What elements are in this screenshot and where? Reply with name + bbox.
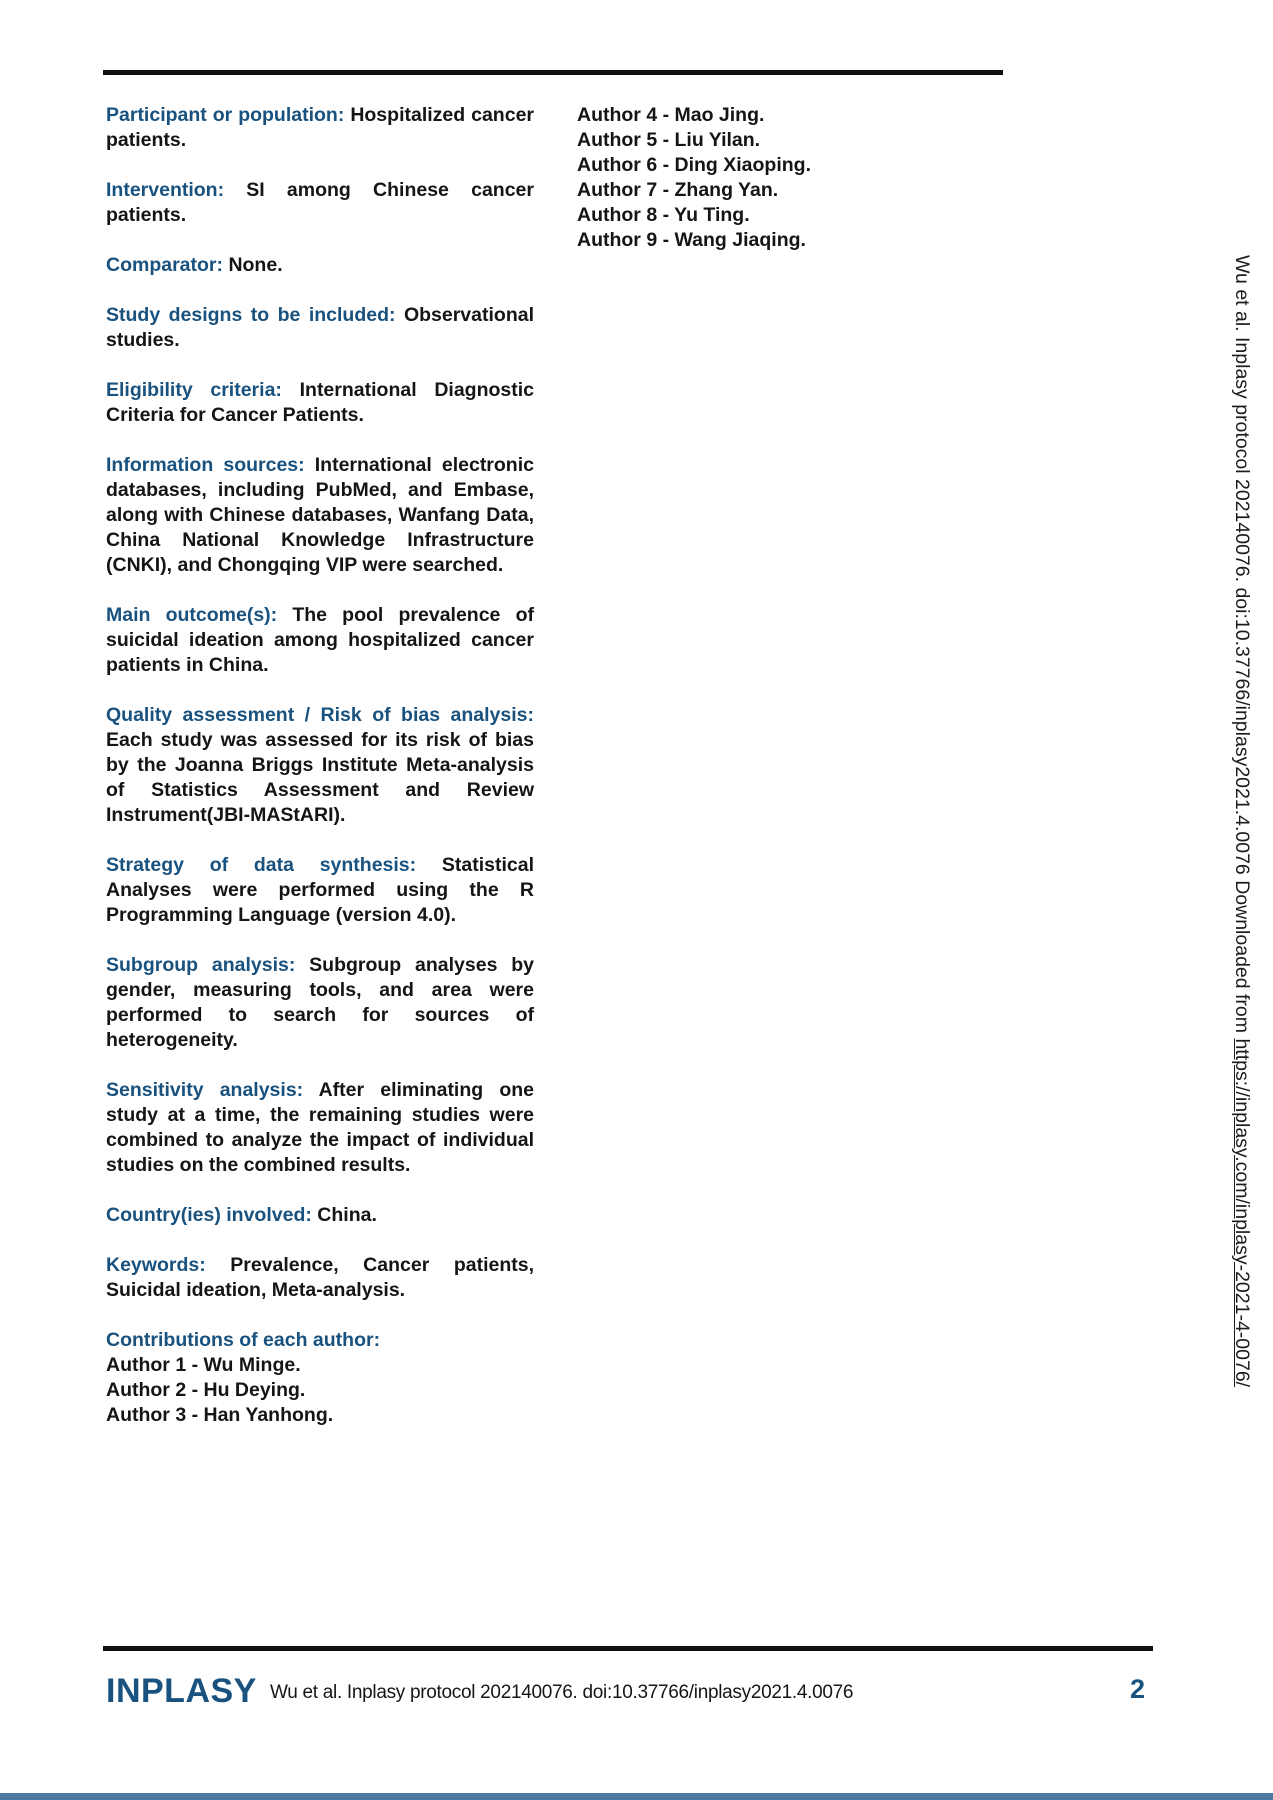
section-text: China. <box>317 1204 377 1226</box>
section-text: After eliminating one study at a time, the remaining studies were combined to analyze the impact of individual studies on the combined results. <box>106 1079 534 1176</box>
author-contribution-line: Author 2 - Hu Deying. <box>106 1379 306 1401</box>
footer-divider-rule <box>103 1646 1153 1651</box>
section-strategy-of-data-synthesis <box>106 853 534 928</box>
section-comparator <box>106 253 534 278</box>
section-study-designs <box>106 303 534 353</box>
vertical-citation-text <box>1231 255 1253 1387</box>
author-contribution-line: Author 4 - Mao Jing. <box>577 104 765 126</box>
section-label: Subgroup analysis: <box>106 954 296 976</box>
section-subgroup-analysis <box>106 953 534 1053</box>
section-quality-assessment <box>106 703 534 828</box>
citation-prefix: Wu et al. Inplasy protocol 202140076. doi:10.37766/inplasy2021.4.0076 Downloaded from <box>1231 255 1253 1039</box>
section-text: Hospitalized cancer patients. <box>106 104 535 151</box>
section-label: Contributions of each author: <box>106 1329 381 1351</box>
section-text: SI among Chinese cancer patients. <box>106 179 534 226</box>
citation-url-link[interactable]: https://inplasy.com/inplasy-2021-4-0076/ <box>1231 1038 1253 1388</box>
author-contribution-line: Author 5 - Liu Yilan. <box>577 129 761 151</box>
section-label: Keywords: <box>106 1254 206 1276</box>
section-label: Sensitivity analysis: <box>106 1079 304 1101</box>
section-text: The pool prevalence of suicidal ideation among hospitalized cancer patients in China. <box>106 604 534 676</box>
author-contribution-line: Author 8 - Yu Ting. <box>577 204 750 226</box>
section-contributions <box>106 1328 534 1428</box>
page-number: 2 <box>1130 1674 1146 1704</box>
top-divider-rule <box>103 70 1003 75</box>
left-column <box>106 103 534 1453</box>
author-contribution-line: Author 9 - Wang Jiaqing. <box>577 229 806 251</box>
section-label: Country(ies) involved: <box>106 1204 312 1226</box>
section-sensitivity-analysis <box>106 1078 534 1178</box>
section-eligibility-criteria <box>106 378 534 428</box>
section-countries-involved <box>106 1203 534 1228</box>
section-text: Observational studies. <box>106 304 534 351</box>
section-intervention <box>106 178 534 228</box>
section-text: Each study was assessed for its risk of bias by the Joanna Briggs Institute Meta-analysis of Statistics Assessment and Review Instrument(JBI-MAStARI). <box>106 729 534 826</box>
section-label: Comparator: <box>106 254 224 276</box>
right-column <box>577 103 1033 253</box>
section-label: Participant or population: <box>106 104 345 126</box>
section-label-line <box>106 1328 534 1353</box>
section-text: International electronic databases, including PubMed, and Embase, along with Chinese databases, Wanfang Data, China National Knowledge Infrastructure (CNKI), and Chongqing VIP were searched. <box>106 454 534 576</box>
section-main-outcomes <box>106 603 534 678</box>
bottom-accent-bar <box>0 1793 1273 1800</box>
inplasy-logo: INPLASY <box>106 1672 257 1710</box>
section-label: Intervention: <box>106 179 225 201</box>
author-contribution-line: Author 6 - Ding Xiaoping. <box>577 154 811 176</box>
author-contribution-line: Author 1 - Wu Minge. <box>106 1354 301 1376</box>
section-label: Eligibility criteria: <box>106 379 282 401</box>
section-text: International Diagnostic Criteria for Cancer Patients. <box>106 379 534 426</box>
section-information-sources <box>106 453 534 578</box>
author-contribution-line: Author 3 - Han Yanhong. <box>106 1404 334 1426</box>
section-label: Quality assessment / Risk of bias analysis: <box>106 704 534 726</box>
section-label: Strategy of data synthesis: <box>106 854 417 876</box>
section-label: Main outcome(s): <box>106 604 278 626</box>
section-text: Statistical Analyses were performed using the R Programming Language (version 4.0). <box>106 854 535 926</box>
section-text: Subgroup analyses by gender, measuring tools, and area were performed to search for sources of heterogeneity. <box>106 954 534 1051</box>
author-contribution-line: Author 7 - Zhang Yan. <box>577 179 779 201</box>
section-label: Information sources: <box>106 454 305 476</box>
section-label: Study designs to be included: <box>106 304 396 326</box>
section-text: None. <box>228 254 283 276</box>
section-keywords <box>106 1253 534 1303</box>
section-participant-or-population <box>106 103 534 153</box>
section-text: Prevalence, Cancer patients, Suicidal ideation, Meta-analysis. <box>106 1254 534 1301</box>
footer-citation: Wu et al. Inplasy protocol 202140076. doi:10.37766/inplasy2021.4.0076 <box>270 1682 854 1703</box>
